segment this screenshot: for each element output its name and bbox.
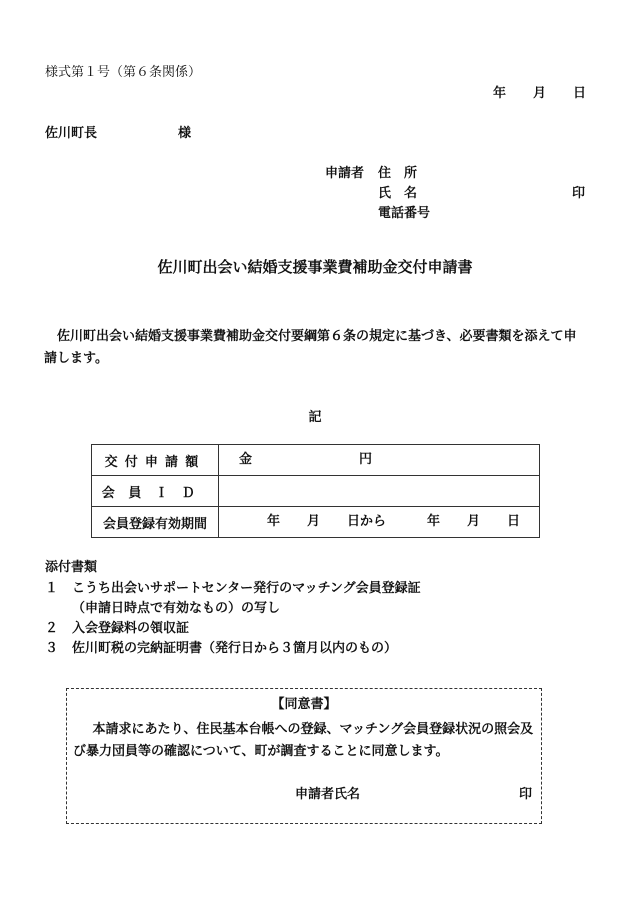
table-row bbox=[92, 445, 540, 476]
validity-value-cell[interactable] bbox=[219, 507, 540, 538]
ki-mark: 記 bbox=[308, 410, 322, 425]
phone-label: 電話番号 bbox=[378, 206, 431, 221]
addressee-honorific: 様 bbox=[178, 126, 192, 141]
attachment-num-2: ２ bbox=[45, 621, 59, 636]
form-number: 様式第１号（第６条関係） bbox=[45, 65, 202, 80]
addressee-name: 佐川町長 bbox=[45, 126, 98, 141]
attachment-text-3: 佐川町税の完納証明書（発行日から３箇月以内のもの） bbox=[72, 641, 398, 656]
amount-value-cell[interactable] bbox=[219, 445, 540, 476]
document-title: 佐川町出会い結婚支援事業費補助金交付申請書 bbox=[157, 258, 473, 276]
applicant-label: 申請者 bbox=[325, 166, 365, 181]
validity-to-month: 月 bbox=[467, 514, 481, 529]
date-day-label: 日 bbox=[573, 86, 587, 101]
attachments-heading: 添付書類 bbox=[45, 560, 98, 575]
date-year-label: 年 bbox=[493, 86, 507, 101]
consent-title: 【同意書】 bbox=[271, 697, 337, 712]
table-row bbox=[92, 476, 540, 507]
table-label-member-id: 会員ＩＤ bbox=[92, 476, 219, 507]
address-label: 住 所 bbox=[378, 166, 418, 181]
amount-suffix: 円 bbox=[359, 452, 373, 467]
attachment-text-1: こうち出会いサポートセンター発行のマッチング会員登録証 bbox=[72, 581, 421, 596]
validity-to-year: 年 bbox=[427, 514, 441, 529]
validity-from-day: 日から bbox=[347, 514, 387, 529]
table-label-amount: 交付申請額 bbox=[92, 445, 219, 476]
table-label-validity: 会員登録有効期間 bbox=[92, 507, 219, 538]
date-month-label: 月 bbox=[533, 86, 547, 101]
consent-seal: 印 bbox=[519, 787, 533, 802]
applicant-seal: 印 bbox=[572, 186, 586, 201]
attachment-text-2: 入会登録料の領収証 bbox=[72, 621, 190, 636]
body-text: 佐川町出会い結婚支援事業費補助金交付要綱第６条の規定に基づき、必要書類を添えて申請します。 bbox=[44, 329, 577, 366]
member-id-value-cell[interactable] bbox=[219, 476, 540, 507]
attachment-num-3: ３ bbox=[45, 641, 59, 656]
consent-signer-label: 申請者氏名 bbox=[295, 787, 361, 802]
attachment-sub-1: （申請日時点で有効なもの）の写し bbox=[72, 601, 281, 616]
consent-box bbox=[66, 688, 542, 824]
validity-to-day: 日 bbox=[507, 514, 521, 529]
name-label: 氏 名 bbox=[378, 186, 418, 201]
validity-from-year: 年 bbox=[267, 514, 281, 529]
application-table bbox=[91, 444, 540, 538]
amount-prefix: 金 bbox=[239, 452, 253, 467]
attachment-num-1: １ bbox=[45, 581, 59, 596]
validity-from-month: 月 bbox=[307, 514, 321, 529]
consent-text: 本請求にあたり、住民基本台帳への登録、マッチング会員登録状況の照会及び暴力団員等の確認について、町が調査することに同意します。 bbox=[73, 722, 534, 759]
table-row bbox=[92, 507, 540, 538]
